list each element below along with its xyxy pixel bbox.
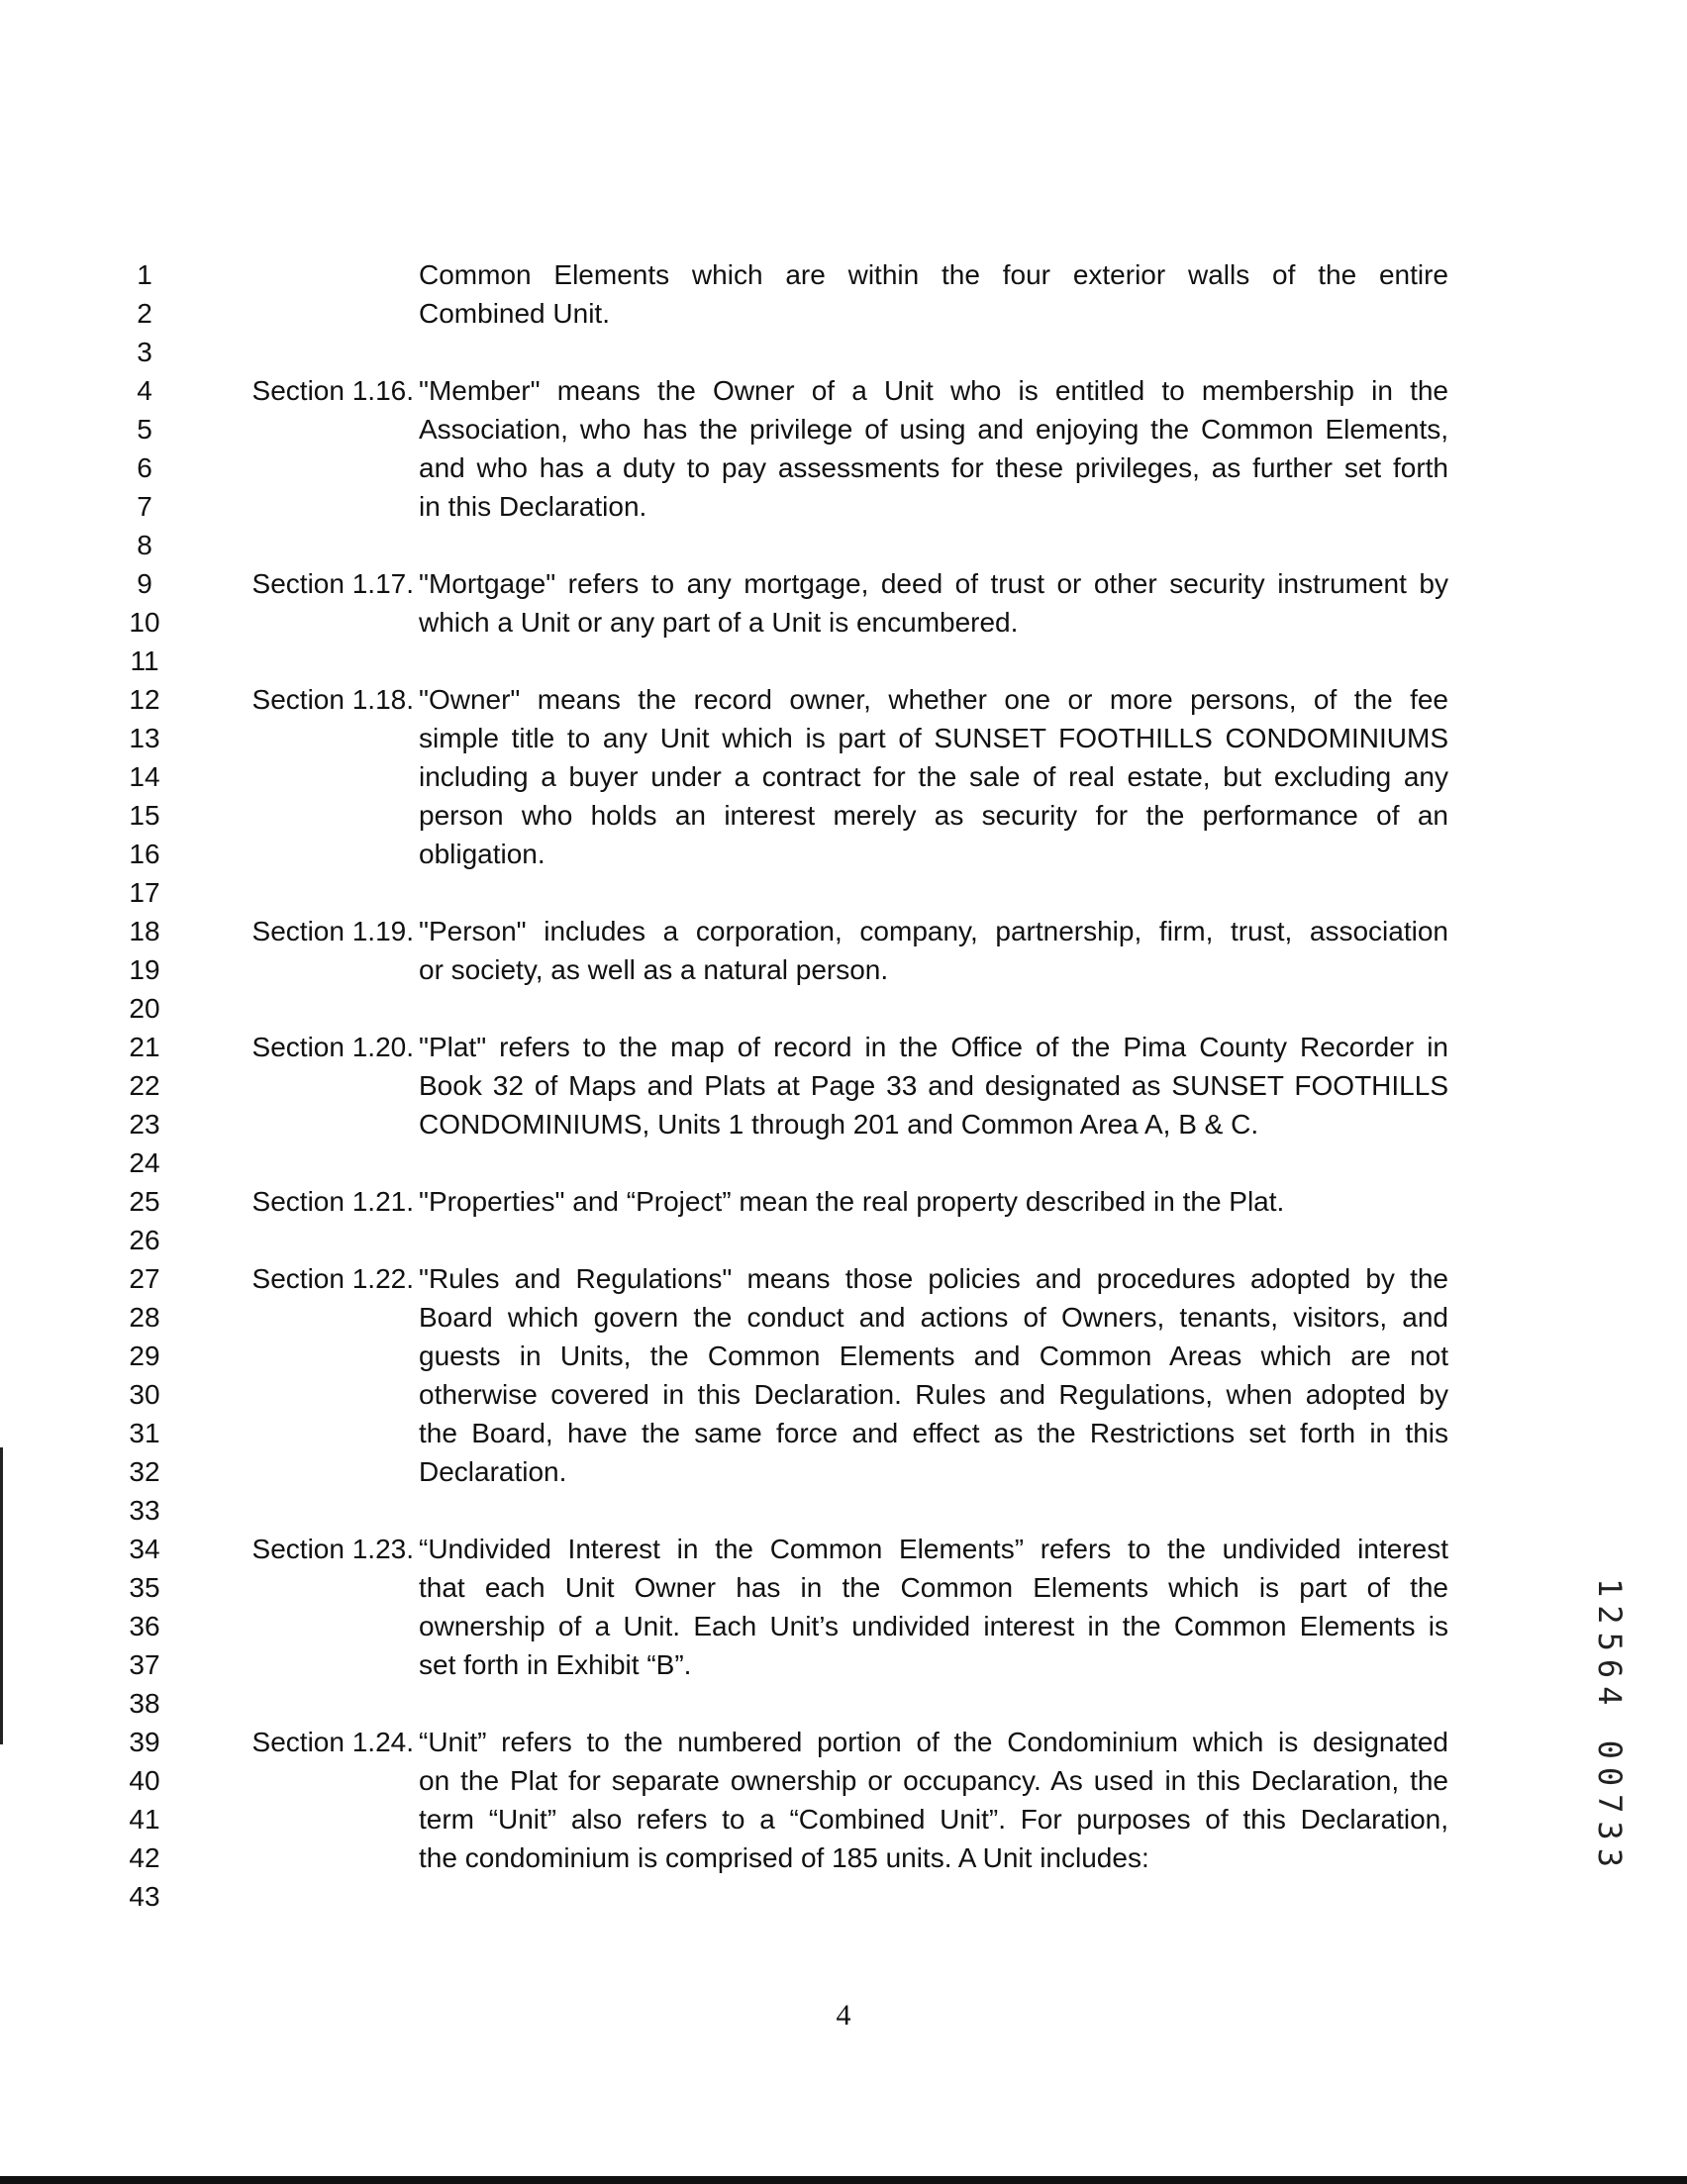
line-number: 5: [137, 414, 152, 445]
line-number: 31: [129, 1418, 160, 1448]
line-number: 43: [129, 1881, 160, 1912]
line-number: 38: [129, 1688, 160, 1719]
paragraph-line: term “Unit” also refers to a “Combined Unit”. For purposes of this Declaration,: [419, 1804, 1448, 1835]
paragraph-line: "Rules and Regulations" means those policies and procedures adopted by the: [419, 1263, 1448, 1294]
section-label: Section 1.20.: [251, 1032, 414, 1062]
paragraph-line: "Plat" refers to the map of record in the Office of the Pima County Recorder in: [419, 1032, 1448, 1062]
line-number: 13: [129, 723, 160, 753]
paragraph-line: obligation.: [419, 839, 546, 869]
line-number: 28: [129, 1302, 160, 1333]
paragraph-line: including a buyer under a contract for the sale of real estate, but excluding any: [419, 761, 1448, 792]
section-label: Section 1.21.: [251, 1186, 414, 1217]
section-label: Section 1.22.: [251, 1263, 414, 1294]
section-label: Section 1.18.: [251, 684, 414, 715]
line-number: 20: [129, 993, 160, 1024]
paragraph-line: "Properties" and “Project” mean the real property described in the Plat.: [419, 1186, 1285, 1217]
paragraph-line: Combined Unit.: [419, 298, 610, 329]
line-number: 42: [129, 1842, 160, 1873]
paragraph-line: Declaration.: [419, 1456, 567, 1487]
paragraph-line: Book 32 of Maps and Plats at Page 33 and designated as SUNSET FOOTHILLS: [419, 1070, 1448, 1101]
line-number: 36: [129, 1611, 160, 1641]
paragraph-line: that each Unit Owner has in the Common Elements which is part of the: [419, 1572, 1448, 1603]
line-number: 22: [129, 1070, 160, 1101]
paragraph-line: Common Elements which are within the four exterior walls of the entire: [419, 259, 1448, 290]
line-number: 41: [129, 1804, 160, 1835]
section-label: Section 1.24.: [251, 1727, 414, 1757]
line-number: 19: [129, 954, 160, 985]
paragraph-line: otherwise covered in this Declaration. Rules and Regulations, when adopted by: [419, 1379, 1448, 1410]
line-number: 8: [137, 530, 152, 560]
paragraph-line: “Unit” refers to the numbered portion of the Condominium which is designated: [419, 1727, 1448, 1757]
recording-stamp: [1580, 1578, 1639, 1875]
line-number: 33: [129, 1495, 160, 1526]
line-number: 30: [129, 1379, 160, 1410]
line-number: 16: [129, 839, 160, 869]
line-number: 18: [129, 916, 160, 946]
line-number: 29: [129, 1340, 160, 1371]
line-number: 14: [129, 761, 160, 792]
section-label: Section 1.17.: [251, 568, 414, 599]
paragraph-line: simple title to any Unit which is part of SUNSET FOOTHILLS CONDOMINIUMS: [419, 723, 1448, 753]
line-number: 2: [137, 298, 152, 329]
paragraph-line: "Owner" means the record owner, whether one or more persons, of the fee: [419, 684, 1448, 715]
paragraph-line: the condominium is comprised of 185 units. A Unit includes:: [419, 1842, 1149, 1873]
paragraph-line: CONDOMINIUMS, Units 1 through 201 and Common Area A, B & C.: [419, 1109, 1259, 1140]
line-number: 4: [137, 375, 152, 406]
line-number: 25: [129, 1186, 160, 1217]
line-number: 35: [129, 1572, 160, 1603]
paragraph-line: Board which govern the conduct and actions of Owners, tenants, visitors, and: [419, 1302, 1448, 1333]
paragraph-line: “Undivided Interest in the Common Elements” refers to the undivided interest: [419, 1534, 1448, 1564]
line-number: 23: [129, 1109, 160, 1140]
paragraph-line: guests in Units, the Common Elements and Common Areas which are not: [419, 1340, 1448, 1371]
line-number: 11: [130, 645, 159, 676]
line-number: 1: [137, 259, 152, 290]
section-label: Section 1.23.: [251, 1534, 414, 1564]
section-label: Section 1.19.: [251, 916, 414, 946]
line-number: 10: [129, 607, 160, 638]
line-number: 21: [129, 1032, 160, 1062]
recording-stamp-text: 12564 00733: [1591, 1578, 1629, 1875]
line-number: 7: [137, 491, 152, 522]
line-number: 26: [129, 1225, 160, 1255]
paragraph-line: and who has a duty to pay assessments for these privileges, as further set forth: [419, 452, 1448, 483]
line-number: 17: [129, 877, 160, 908]
line-number: 9: [137, 568, 152, 599]
scan-bottom-edge: [0, 2176, 1687, 2184]
section-label: Section 1.16.: [251, 375, 414, 406]
paragraph-line: "Member" means the Owner of a Unit who is entitled to membership in the: [419, 375, 1448, 406]
paragraph-line: Association, who has the privilege of using and enjoying the Common Elements,: [419, 414, 1448, 445]
paragraph-line: "Mortgage" refers to any mortgage, deed of trust or other security instrument by: [419, 568, 1448, 599]
paragraph-line: on the Plat for separate ownership or occupancy. As used in this Declaration, the: [419, 1765, 1448, 1796]
line-number: 34: [129, 1534, 160, 1564]
line-number: 39: [129, 1727, 160, 1757]
line-number: 15: [129, 800, 160, 831]
page-number: 4: [836, 1999, 851, 2032]
scan-edge-mark: [0, 1447, 3, 1744]
line-number: 24: [129, 1147, 160, 1178]
paragraph-line: which a Unit or any part of a Unit is encumbered.: [419, 607, 1019, 638]
line-number: 27: [129, 1263, 160, 1294]
line-number: 6: [137, 452, 152, 483]
line-number: 12: [129, 684, 160, 715]
line-number: 32: [129, 1456, 160, 1487]
paragraph-line: "Person" includes a corporation, company, partnership, firm, trust, association: [419, 916, 1448, 946]
paragraph-line: ownership of a Unit. Each Unit’s undivided interest in the Common Elements is: [419, 1611, 1448, 1641]
line-number: 40: [129, 1765, 160, 1796]
line-number: 3: [137, 337, 152, 367]
paragraph-line: set forth in Exhibit “B”.: [419, 1649, 692, 1680]
line-number: 37: [129, 1649, 160, 1680]
paragraph-line: or society, as well as a natural person.: [419, 954, 889, 985]
paragraph-line: the Board, have the same force and effect as the Restrictions set forth in this: [419, 1418, 1448, 1448]
paragraph-line: person who holds an interest merely as security for the performance of an: [419, 800, 1448, 831]
paragraph-line: in this Declaration.: [419, 491, 647, 522]
